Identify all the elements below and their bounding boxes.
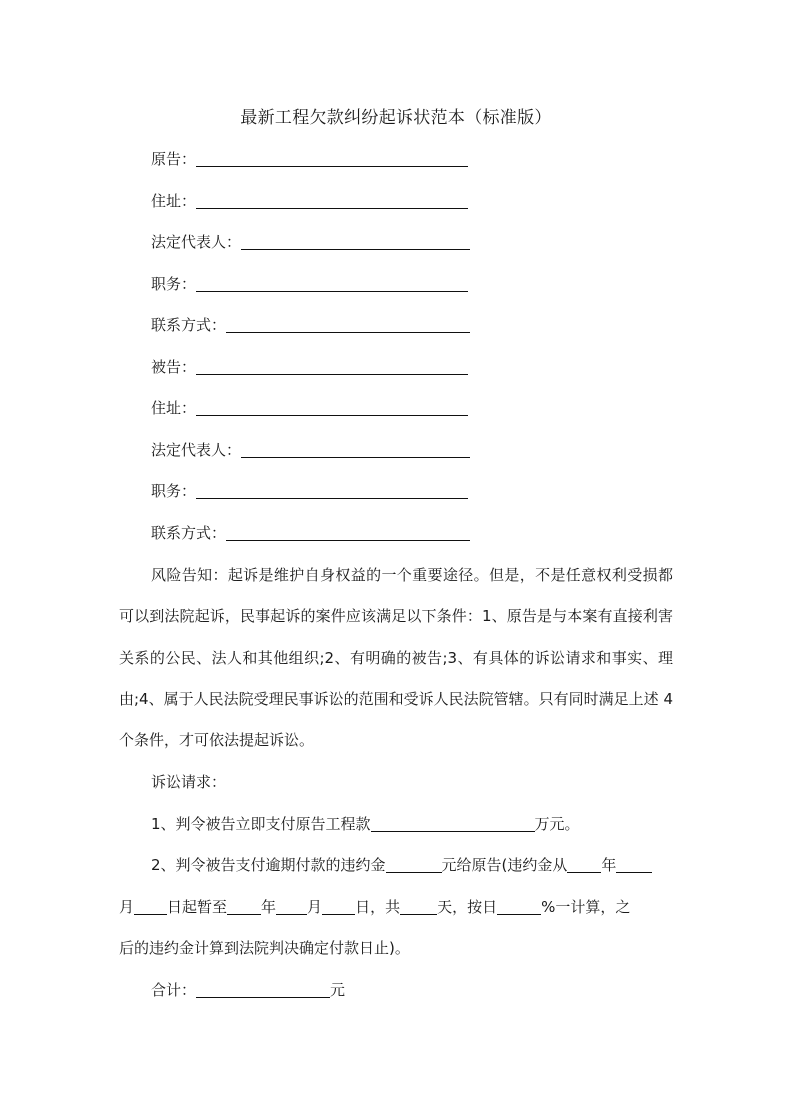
plaintiff-contact-label: 联系方式： — [151, 316, 227, 334]
total-line — [151, 978, 345, 1002]
claim-2-text-month: 月 — [119, 898, 135, 916]
claim-2-line-1 — [151, 853, 652, 877]
total-days-blank[interactable] — [400, 895, 437, 915]
plaintiff-name-label: 原告： — [151, 150, 197, 168]
risk-notice-paragraph: 风险告知：起诉是维护自身权益的一个重要途径。但是，不是任意权利受损都可以到法院起诉，民事起诉的案件应该满足以下条件：1、原告是与本案有直接利害关系的公民、法人和其他组织;2、有明确的被告;3、有具体的诉讼请求和事实、理由;4、属于人民法院受理民事诉讼的范围和受诉人民法院管辖。只有同时满足上述 4 个条件，才可依法提起诉讼。 — [119, 566, 673, 750]
start-day-blank[interactable] — [134, 895, 167, 915]
claim-2-line-3: 后的违约金计算到法院判决确定付款日止)。 — [119, 939, 410, 957]
document-title: 最新工程欠款纠纷起诉状范本（标准版） — [240, 108, 552, 128]
defendant-address-label: 住址： — [151, 399, 197, 417]
plaintiff-address-label: 住址： — [151, 192, 197, 210]
claim-2-text-month-2: 月 — [307, 898, 323, 916]
claim-2-text-a: 2、判令被告支付逾期付款的违约金 — [151, 856, 386, 874]
end-month-blank[interactable] — [276, 895, 307, 915]
defendant-position-label: 职务： — [151, 482, 197, 500]
claim-2-text-b: 元给原告(违约金从 — [441, 856, 568, 874]
plaintiff-legal-rep-blank[interactable] — [241, 230, 470, 250]
claim-2-line-2 — [119, 895, 630, 919]
claim-2-text-year: 年 — [261, 898, 277, 916]
plaintiff-position-blank[interactable] — [196, 272, 468, 292]
daily-rate-blank[interactable] — [497, 895, 541, 915]
plaintiff-contact-blank[interactable] — [226, 313, 470, 333]
claim-2-text-day-from: 日起暂至 — [167, 898, 228, 916]
end-year-blank[interactable] — [227, 895, 261, 915]
claim-2-text-c: 年 — [601, 856, 617, 874]
defendant-name-label: 被告： — [151, 358, 197, 376]
defendant-contact-field — [151, 521, 470, 545]
defendant-legal-rep-field — [151, 438, 470, 462]
defendant-name-field — [151, 355, 468, 379]
claim-2-text-rate: 天，按日 — [437, 898, 498, 916]
defendant-address-blank[interactable] — [196, 396, 468, 416]
claim-1-amount-blank[interactable] — [371, 812, 535, 832]
defendant-legal-rep-blank[interactable] — [241, 438, 470, 458]
claim-1-suffix: 万元。 — [534, 815, 580, 833]
start-year-blank[interactable] — [567, 853, 601, 873]
penalty-amount-blank[interactable] — [386, 853, 442, 873]
claim-1 — [151, 812, 580, 836]
claim-2-text-day-total: 日，共 — [355, 898, 401, 916]
plaintiff-legal-rep-field — [151, 230, 470, 254]
plaintiff-legal-rep-label: 法定代表人： — [151, 233, 242, 251]
defendant-position-field — [151, 479, 468, 503]
total-unit: 元 — [330, 981, 346, 999]
plaintiff-name-field — [151, 147, 468, 171]
start-month-blank[interactable] — [616, 853, 652, 873]
claim-1-prefix: 1、判令被告立即支付原告工程款 — [151, 815, 371, 833]
plaintiff-name-blank[interactable] — [196, 147, 468, 167]
defendant-contact-blank[interactable] — [226, 521, 470, 541]
plaintiff-position-label: 职务： — [151, 275, 197, 293]
plaintiff-contact-field — [151, 313, 470, 337]
defendant-legal-rep-label: 法定代表人： — [151, 441, 242, 459]
total-label: 合计： — [151, 981, 197, 999]
plaintiff-address-blank[interactable] — [196, 189, 468, 209]
plaintiff-position-field — [151, 272, 468, 296]
end-day-blank[interactable] — [322, 895, 355, 915]
plaintiff-address-field — [151, 189, 468, 213]
defendant-position-blank[interactable] — [196, 479, 468, 499]
defendant-name-blank[interactable] — [196, 355, 468, 375]
claim-2-text-calc: %一计算，之 — [541, 898, 631, 916]
claims-heading: 诉讼请求： — [151, 773, 227, 791]
defendant-contact-label: 联系方式： — [151, 524, 227, 542]
defendant-address-field — [151, 396, 468, 420]
total-amount-blank[interactable] — [196, 978, 330, 998]
